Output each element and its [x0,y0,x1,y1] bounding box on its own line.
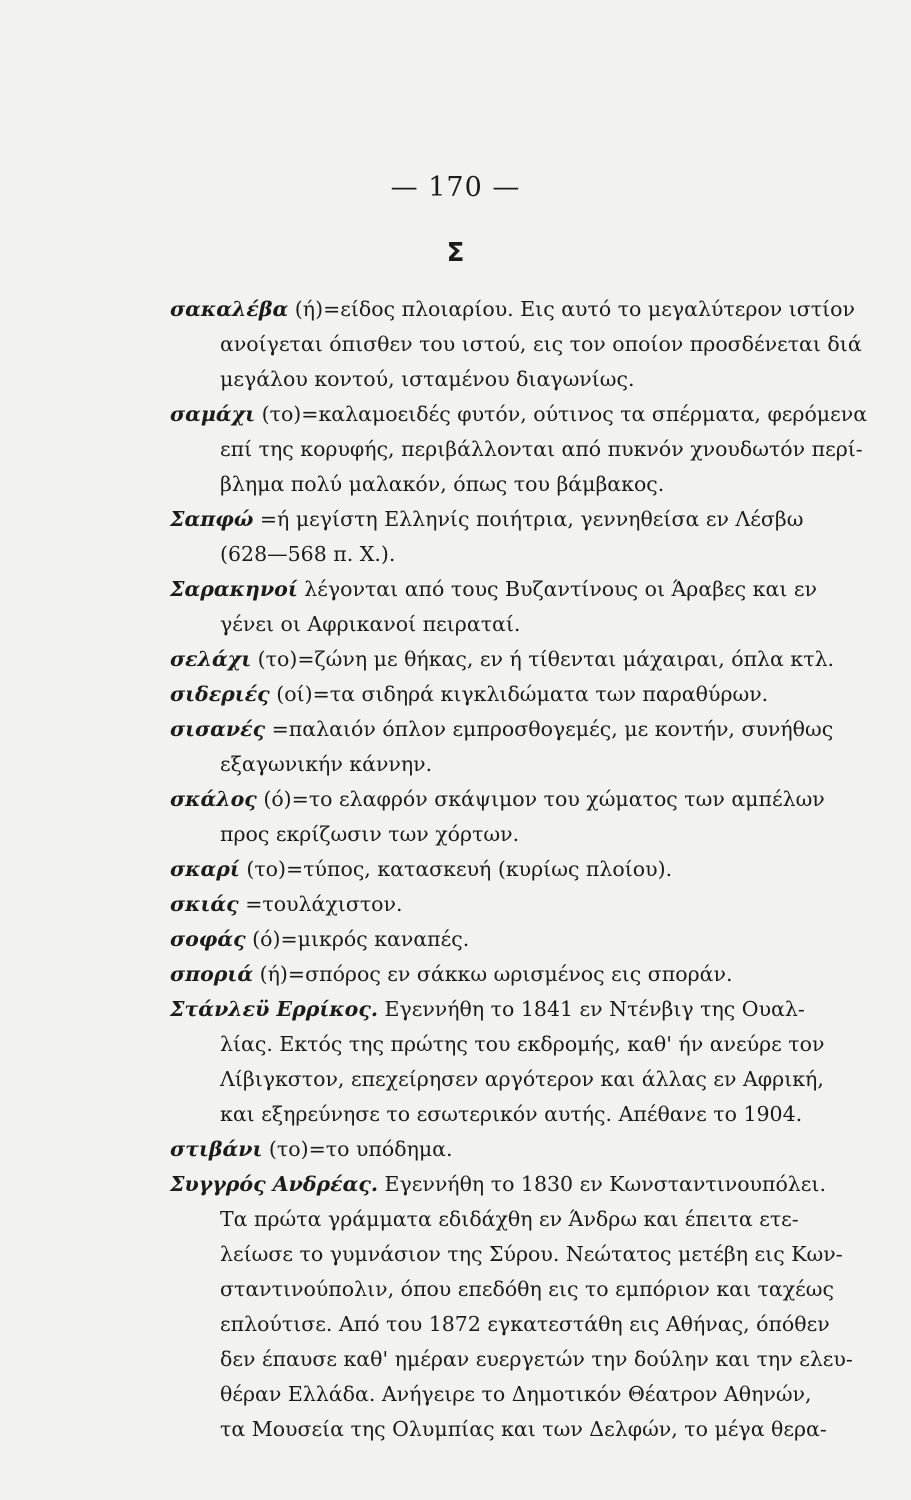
glossary-entry [170,1167,905,1447]
entry-first-line [170,852,905,887]
entry-text: (ή)=είδος πλοιαρίου. Εις αυτό το μεγαλύτερον ιστίον [294,297,855,321]
entry-text: =παλαιόν όπλον εμπροσθογεμές, με κοντήν, συνήθως [271,717,834,741]
entry-continuation-line [170,1062,905,1097]
glossary-entry [170,1132,905,1167]
entry-headword: σκαρί [170,857,240,881]
entry-text: γένει οι Αφρικανοί πειραταί. [220,612,521,636]
entry-headword: Σαπφώ [170,507,254,531]
entry-first-line [170,397,905,432]
entry-text: =ή μεγίστη Ελληνίς ποιήτρια, γεννηθείσα εν Λέσβω [259,507,804,531]
entry-text: =τουλάχιστον. [245,892,403,916]
glossary-entry [170,782,905,852]
entry-text: τα Μουσεία της Ολυμπίας και των Δελφών, το μέγα θερα- [220,1417,827,1441]
entry-continuation-line [170,1272,905,1307]
entry-continuation-line [170,747,905,782]
entry-headword: σποριά [170,962,254,986]
page-number: — 170 — [390,172,521,203]
entry-text: και εξηρεύνησε το εσωτερικόν αυτής. Απέθανε το 1904. [220,1102,803,1126]
entry-text: Τα πρώτα γράμματα εδιδάχθη εν Άνδρω και έπειτα ετε- [220,1207,799,1231]
entry-headword: σακαλέβα [170,297,289,321]
glossary-entry [170,677,905,712]
entry-headword: στιβάνι [170,1137,263,1161]
entry-continuation-line [170,1097,905,1132]
entry-continuation-line [170,817,905,852]
entry-continuation-line [170,1412,905,1447]
entry-headword: σιδεριές [170,682,270,706]
entry-first-line [170,292,905,327]
entry-continuation-line [170,1027,905,1062]
glossary-entry [170,397,905,502]
entry-first-line [170,502,905,537]
entry-continuation-line [170,362,905,397]
entry-continuation-line [170,1237,905,1272]
entry-text: επί της κορυφής, περιβάλλονται από πυκνόν χνουδωτόν περί- [220,437,863,461]
glossary-entry [170,572,905,642]
entry-headword: σισανές [170,717,266,741]
entry-text: (οί)=τα σιδηρά κιγκλιδώματα των παραθύρων. [276,682,769,706]
entry-continuation-line [170,1377,905,1412]
entry-text: Λίβιγκστον, επεχείρησεν αργότερον και άλλας εν Αφρική, [220,1067,824,1091]
entry-continuation-line [170,1342,905,1377]
entry-text: Εγεννήθη το 1830 εν Κωνσταντινουπόλει. [384,1172,826,1196]
entry-text: (το)=ζώνη με θήκας, εν ή τίθενται μάχαιραι, όπλα κτλ. [257,647,835,671]
entry-text: δεν έπαυσε καθ' ημέραν ευεργετών την δούλην και την ελευ- [220,1347,853,1371]
entry-text: θέραν Ελλάδα. Ανήγειρε το Δημοτικόν Θέατρον Αθηνών, [220,1382,812,1406]
glossary-entry [170,992,905,1132]
entry-first-line [170,957,905,992]
entry-headword: σοφάς [170,927,246,951]
entry-first-line [170,782,905,817]
glossary-entry [170,922,905,957]
entry-text: βλημα πολύ μαλακόν, όπως του βάμβακος. [220,472,665,496]
glossary-entry [170,957,905,992]
entry-first-line [170,1132,905,1167]
entry-first-line [170,887,905,922]
entry-headword: σκιάς [170,892,239,916]
entry-continuation-line [170,327,905,362]
entry-headword: σελάχι [170,647,252,671]
entry-headword: Συγγρός Ανδρέας. [170,1172,379,1196]
glossary-entry [170,502,905,572]
entry-text: (ό)=το ελαφρόν σκάψιμον του χώματος των αμπέλων [263,787,825,811]
entry-text: Εγεννήθη το 1841 εν Ντένβιγ της Ουαλ- [384,997,805,1021]
glossary-entry [170,642,905,677]
entry-text: εξαγωνικήν κάννην. [220,752,433,776]
entry-continuation-line [170,467,905,502]
entry-continuation-line [170,607,905,642]
entry-text: (ό)=μικρός καναπές. [252,927,470,951]
entry-first-line [170,572,905,607]
entry-text: επλούτισε. Από του 1872 εγκατεστάθη εις Αθήνας, όπόθεν [220,1312,830,1336]
entry-continuation-line [170,1307,905,1342]
entry-continuation-line [170,537,905,572]
entry-continuation-line [170,432,905,467]
entry-text: σταντινούπολιν, όπου επεδόθη εις το εμπόριον και ταχέως [220,1277,834,1301]
entry-text: ανοίγεται όπισθεν του ιστού, εις τον οποίον προσδένεται διά [220,332,862,356]
section-letter: Σ [446,238,465,268]
entry-first-line [170,712,905,747]
entry-text: λείωσε το γυμνάσιον της Σύρου. Νεώτατος μετέβη εις Κων- [220,1242,843,1266]
glossary-entry [170,712,905,782]
entry-first-line [170,1167,905,1202]
entry-text: λίας. Εκτός της πρώτης του εκδρομής, καθ' ήν ανεύρε τον [220,1032,825,1056]
entry-text: λέγονται από τους Βυζαντίνους οι Άραβες και εν [304,577,817,601]
glossary-entry [170,887,905,922]
entry-text: (το)=το υπόδημα. [268,1137,453,1161]
entry-headword: Σαρακηνοί [170,577,298,601]
entry-first-line [170,642,905,677]
entry-text: (ή)=σπόρος εν σάκκω ωρισμένος εις σποράν. [259,962,733,986]
entry-text: μεγάλου κοντού, ισταμένου διαγωνίως. [220,367,635,391]
entry-continuation-line [170,1202,905,1237]
entry-headword: σαμάχι [170,402,256,426]
entry-text: προς εκρίζωσιν των χόρτων. [220,822,520,846]
entry-text: (το)=τύπος, κατασκευή (κυρίως πλοίου). [246,857,673,881]
glossary-entry [170,852,905,887]
glossary-entries [170,292,905,1447]
entry-first-line [170,677,905,712]
entry-headword: σκάλος [170,787,257,811]
entry-text: (το)=καλαμοειδές φυτόν, ούτινος τα σπέρματα, φερόμενα [261,402,868,426]
entry-first-line [170,922,905,957]
entry-headword: Στάνλεϋ Ερρίκος. [170,997,378,1021]
glossary-entry [170,292,905,397]
entry-text: (628—568 π. Χ.). [220,542,396,566]
entry-first-line [170,992,905,1027]
